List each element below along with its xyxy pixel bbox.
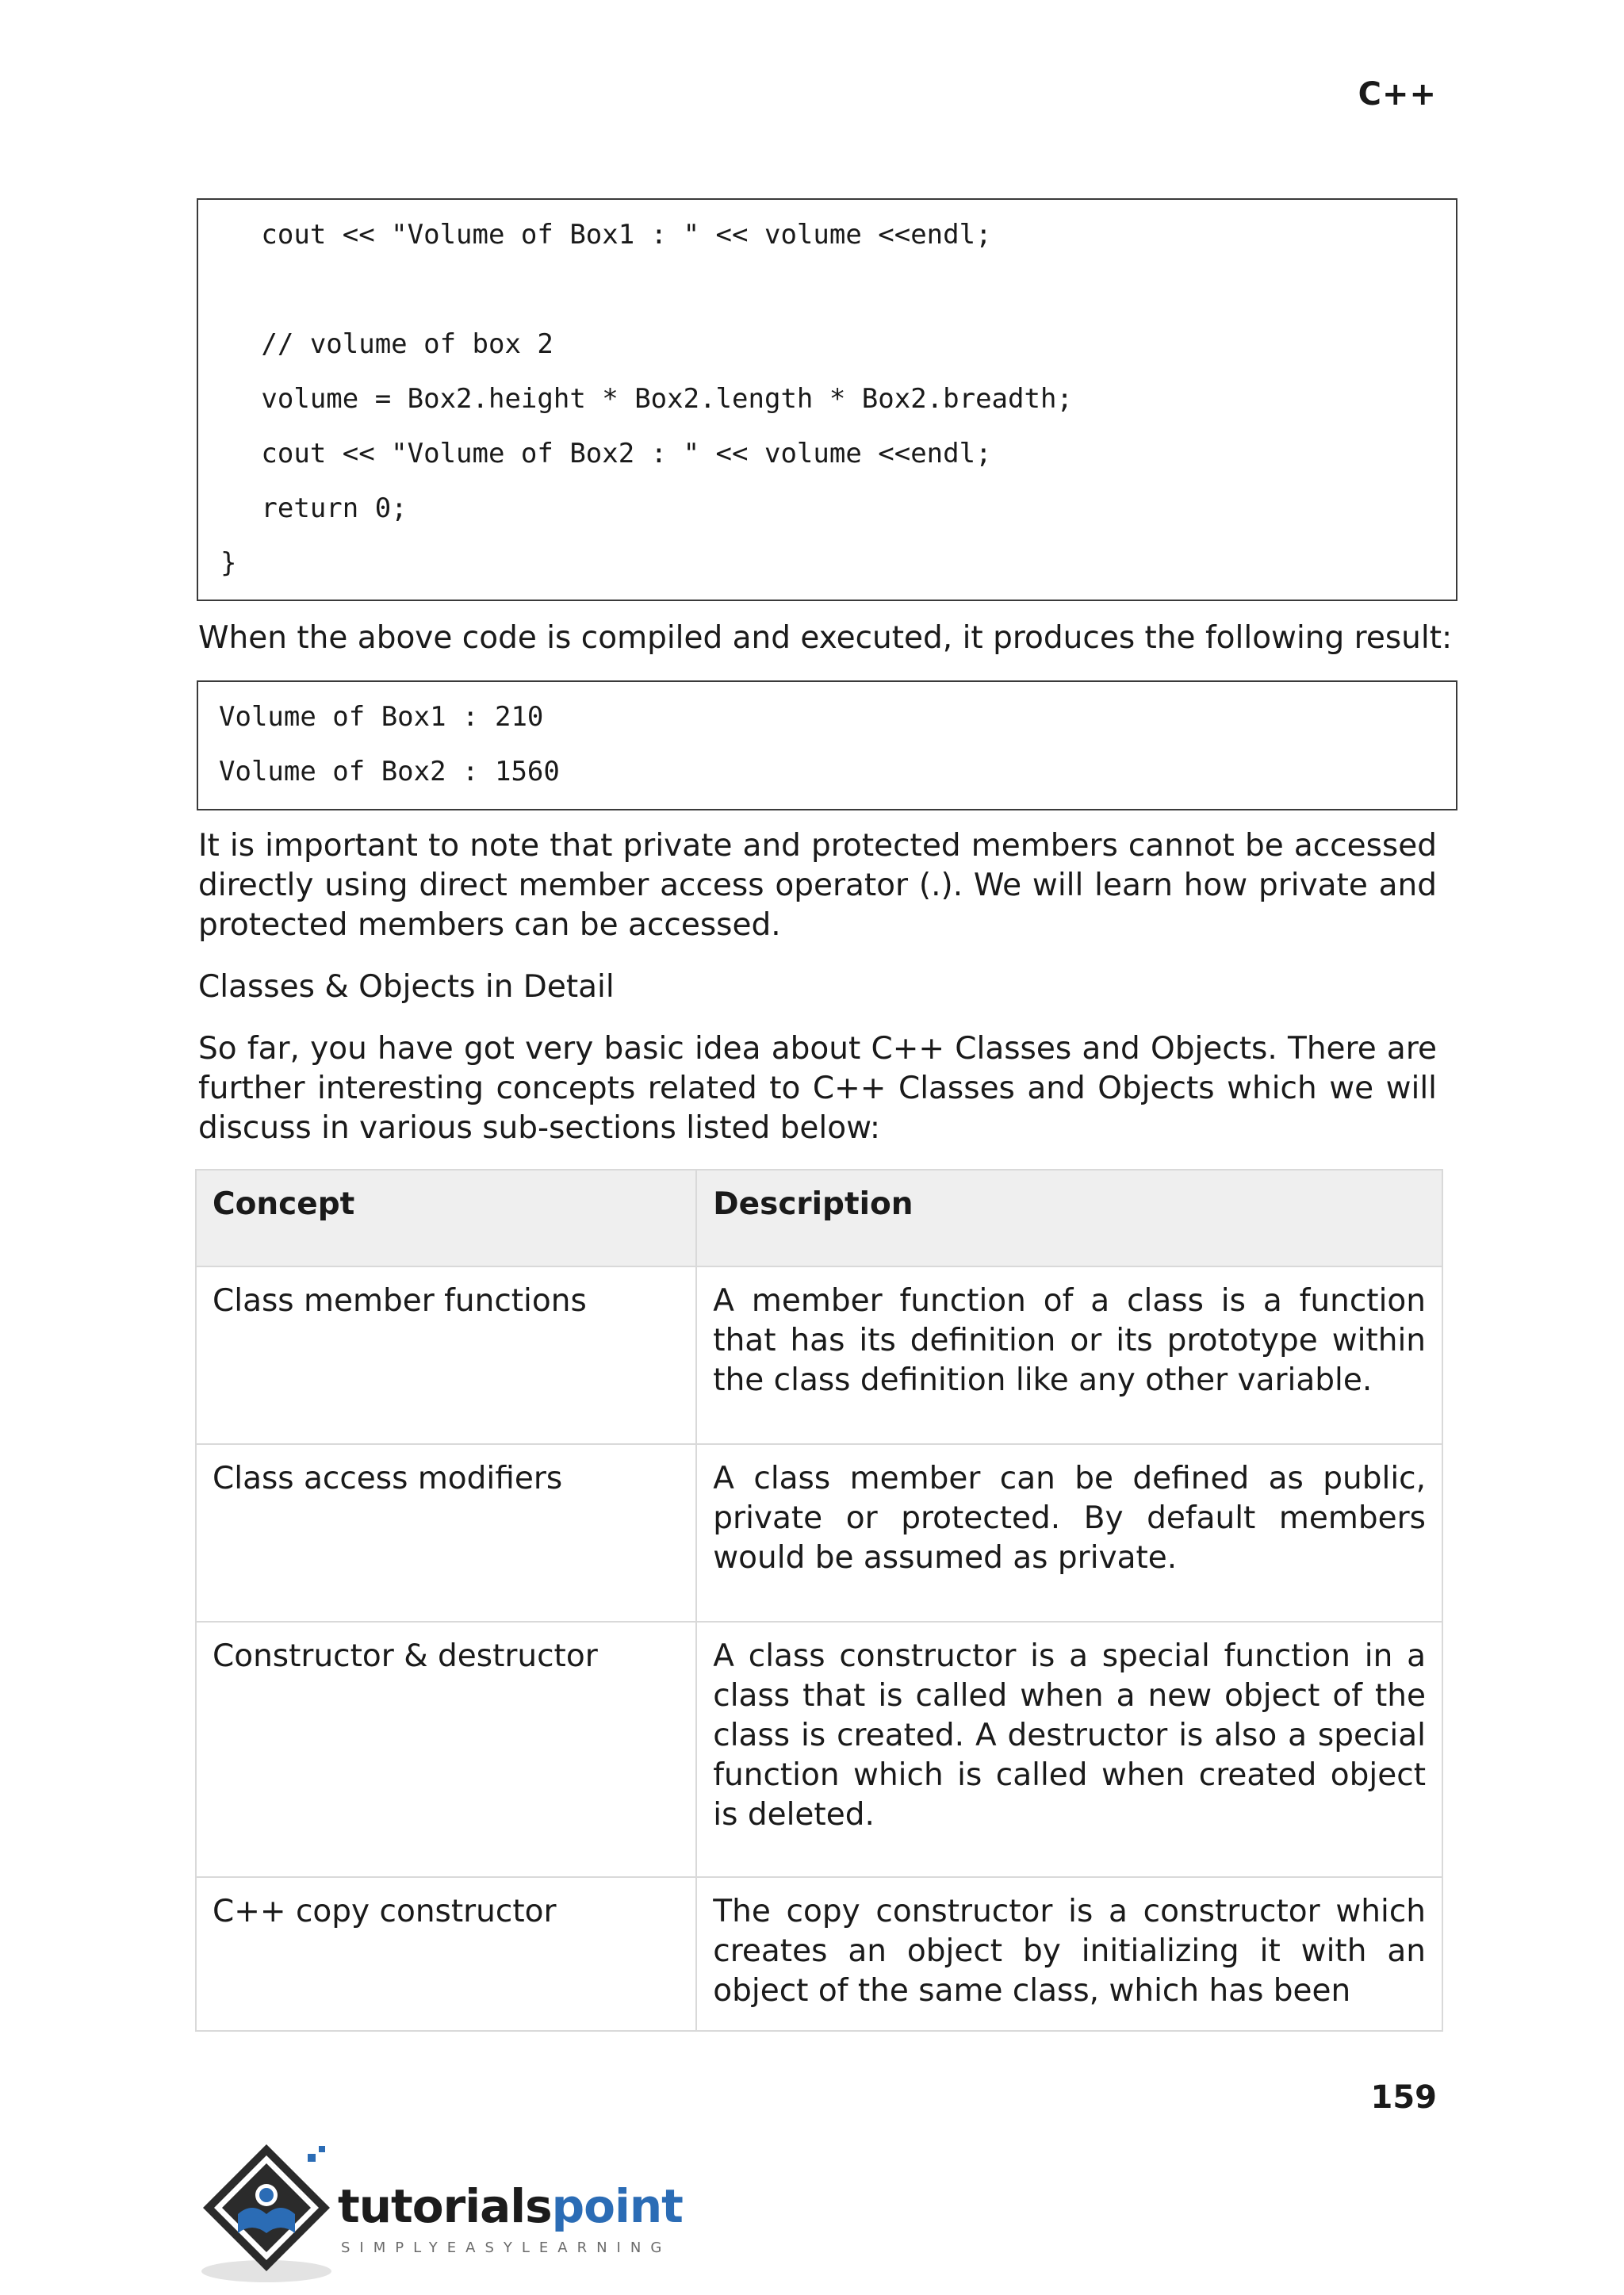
concept-cell: Class access modifiers (196, 1444, 696, 1622)
table-row (196, 1444, 1442, 1622)
concept-cell: Class member functions (196, 1266, 696, 1444)
description-cell: A member function of a class is a function that has its definition or its prototype within the class definition like any other variable. (696, 1266, 1442, 1444)
concept-table (195, 1169, 1443, 2032)
code-line: // volume of box 2 (213, 328, 553, 360)
logo-word-tutorials: tutorials (338, 2179, 552, 2233)
table-row (196, 1266, 1442, 1444)
logo-wordmark (338, 2179, 683, 2233)
code-block (197, 198, 1457, 601)
column-header-concept: Concept (196, 1170, 696, 1266)
column-header-description: Description (696, 1170, 1442, 1266)
output-line: Volume of Box2 : 1560 (219, 756, 560, 787)
code-line: cout << "Volume of Box1 : " << volume <<endl; (213, 219, 992, 251)
table-row (196, 1877, 1442, 2031)
code-line: cout << "Volume of Box2 : " << volume <<endl; (213, 438, 992, 469)
concept-cell: C++ copy constructor (196, 1877, 696, 2031)
description-cell: A class constructor is a special function in a class that is called when a new object of the class is created. A destructor is also a special function which is called when created object is deleted. (696, 1622, 1442, 1877)
note-paragraph: It is important to note that private and protected members cannot be accessed directly using direct member access operator (.). We will learn how private and protected members can be accessed. (198, 828, 1437, 943)
code-line: return 0; (213, 492, 408, 524)
logo-tagline: SIMPLYEASYLEARNING (341, 2239, 672, 2256)
page-number: 159 (1370, 2079, 1437, 2116)
code-line: volume = Box2.height * Box2.length * Box2.breadth; (213, 383, 1073, 415)
result-intro: When the above code is compiled and executed, it produces the following result: (198, 620, 1453, 656)
page-header-title: C++ (1358, 76, 1437, 113)
concept-cell: Constructor & destructor (196, 1622, 696, 1877)
output-line: Volume of Box1 : 210 (219, 701, 544, 733)
intro-paragraph: So far, you have got very basic idea about C++ Classes and Objects. There are further interesting concepts related to C++ Classes and Objects which we will discuss in various sub-sections listed below: (198, 1031, 1437, 1146)
description-cell: A class member can be defined as public, private or protected. By default members would be assumed as private. (696, 1444, 1442, 1622)
output-block (197, 680, 1457, 810)
logo-word-point: point (551, 2179, 683, 2233)
code-line: } (220, 547, 237, 579)
table-row (196, 1622, 1442, 1877)
table-header-row (196, 1170, 1442, 1266)
tutorialspoint-logo (197, 2138, 688, 2289)
section-heading: Classes & Objects in Detail (198, 969, 615, 1005)
description-cell: The copy constructor is a constructor which creates an object by initializing it with an object of the same class, which has been (696, 1877, 1442, 2031)
